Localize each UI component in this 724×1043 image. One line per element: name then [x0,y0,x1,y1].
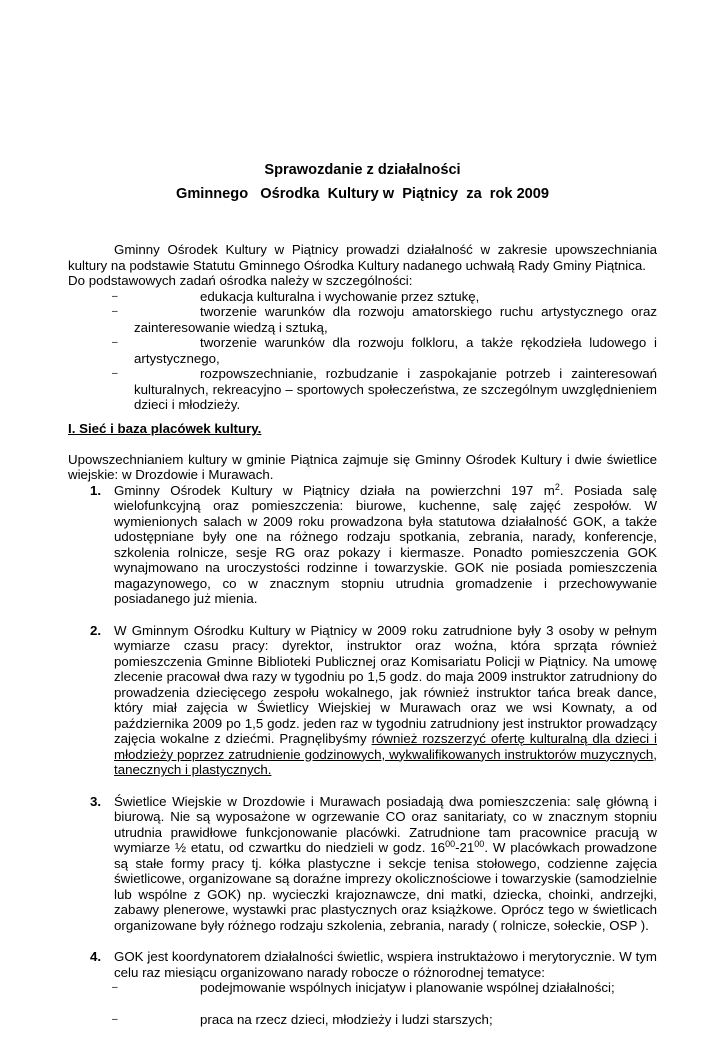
section-1-list [68,483,657,1028]
list-item: – tworzenie warunków dla rozwoju amatorskiego ruchu artystycznego oraz zainteresowanie wiedzą i sztuką, [112,304,657,335]
document-page [68,0,658,1027]
list-item: – edukacja kulturalna i wychowanie przez sztukę, [112,288,480,304]
list-item: 3. Świetlice Wiejskie w Drozdowie i Murawach posiadają dwa pomieszczenia: salę główną i biurową. Nie są wyposażone w ogrzewanie CO oraz sanitariaty, co w znacznym stopniu utrudnia prawidłowe funkcjonowanie placówki. Zatrudnione tam pracownice pracują w wymiarze ½ etatu, od czwartku do niedzieli w godz. $16^{00}-21^{00}$. W placówkach prowadzone są stałe formy pracy tj. kółka plastyczne i sekcje tenisa stołowego, codzienne zajęcia świetlicowe, organizowane są doraźne imprezy okolicznościowe i towarzyskie (samodzielnie lub wspólne z GOK) np. wycieczki krajoznawcze, dni matki, dziecka, choinki, andrzejki, zabawy plenerowe, wystawki prac plastycznych oraz książkowe. Oprócz tego w świetlicach organizowane były różnego rodzaju szkolenia, zebrania, narady ( rolnicze, sołeckie, OSP ). [90,793,657,933]
tasks-list [68,289,657,413]
list-item: 4. GOK jest koordynatorem działalności świetlic, wspiera instruktażowo i merytorycznie. W tym celu raz miesiącu organizowano narady robocze o różnorodnej tematyce: – podejmowanie wspólnych inicjatyw i planowanie wspólnej działalności; – praca na rzecz dzieci, młodzieży i ludzi starszych; [68,949,657,1027]
section-1-lead: Upowszechnianiem kultury w gminie Piątnica zajmuje się Gminny Ośrodek Kultury i dwie świetlice wiejskie: w Drozdowie i Murawach. [68,451,657,482]
list-item: – praca na rzecz dzieci, młodzieży i ludzi starszych; [112,1011,493,1027]
coordination-sublist [68,980,657,1027]
section-1 [68,421,657,1043]
intro-section [68,242,657,413]
document-title-line-2: Gminnego Ośrodka Kultury w Piątnicy za rok 2009 [175,186,550,202]
list-item: – tworzenie warunków dla rozwoju folkloru, a także rękodzieła ludowego i artystycznego, [112,335,657,366]
section-1-heading: I. Sieć i baza placówek kultury. [68,421,262,436]
list-item: 2. W Gminnym Ośrodku Kultury w Piątnicy w 2009 roku zatrudnione były 3 osoby w pełnym wymiarze czasu pracy: dyrektor, instruktor oraz woźna, która sprząta również pomieszczenia Gminne Biblioteki Publicznej oraz Komisariatu Policji w Piątnicy. Na umowę zlecenie pracował dwa razy w tygodniu po 1,5 godz. do maja 2009 instruktor zatrudniony do prowadzenia dziecięcego zespołu wokalnego, jak również instruktor tańca break dance, który miał zajęcia w Świetlicy Wiejskiej w Murawach oraz we wsi Kownaty, a od października 2009 po 1,5 godz. jeden raz w tygodniu zatrudniony jest instruktor prowadzący zajęcia wokalne z dziećmi. Pragnęlibyśmy również rozszerzyć ofertę kulturalną dla dzieci i młodzieży poprzez zatrudnienie godzinowych, wykwalifikowanych instruktorów muzycznych, tanecznych i plastycznych. [90,622,658,777]
list-item: – podejmowanie wspólnych inicjatyw i planowanie wspólnej działalności; [112,980,615,995]
tasks-lead: Do podstawowych zadań ośrodka należy w szczególności: [68,273,413,288]
intro-paragraph: Gminny Ośrodek Kultury w Piątnicy prowadzi działalność w zakresie upowszechniania kultury na podstawie Statutu Gminnego Ośrodka Kultury nadanego uchwałą Rady Gminy Piątnica. [68,242,657,273]
list-item: 1. Gminny Ośrodek Kultury w Piątnicy działa na powierzchni 197 $m^2$. Posiada salę wielofunkcyjną oraz pomieszczenia: biurowe, kuchenne, salę zajęć zespołów. W wymienionych salach w 2009 roku prowadzona była statutowa działalność GOK, a także udostępniane były one na różnego rodzaju spotkania, zebrania, narady, konferencje, szkolenia rolnicze, sesje RG oraz pokazy i kiermasze. Ponadto pomieszczenia GOK wynajmowano na uroczystości rodzinne i towarzyskie. GOK nie posiada pomieszczenia magazynowego, co w znacznym stopniu utrudnia gromadzenie i przechowywanie posiadanego już mienia. [90,481,657,606]
list-item: – rozpowszechnianie, rozbudzanie i zaspokajanie potrzeb i zainteresowań kulturalnych, rekreacyjno – sportowych społeczeństwa, ze szczególnym uwzględnieniem dzieci i młodzieży. [112,366,657,412]
document-title-line-1: Sprawozdanie z działalności [264,162,461,178]
